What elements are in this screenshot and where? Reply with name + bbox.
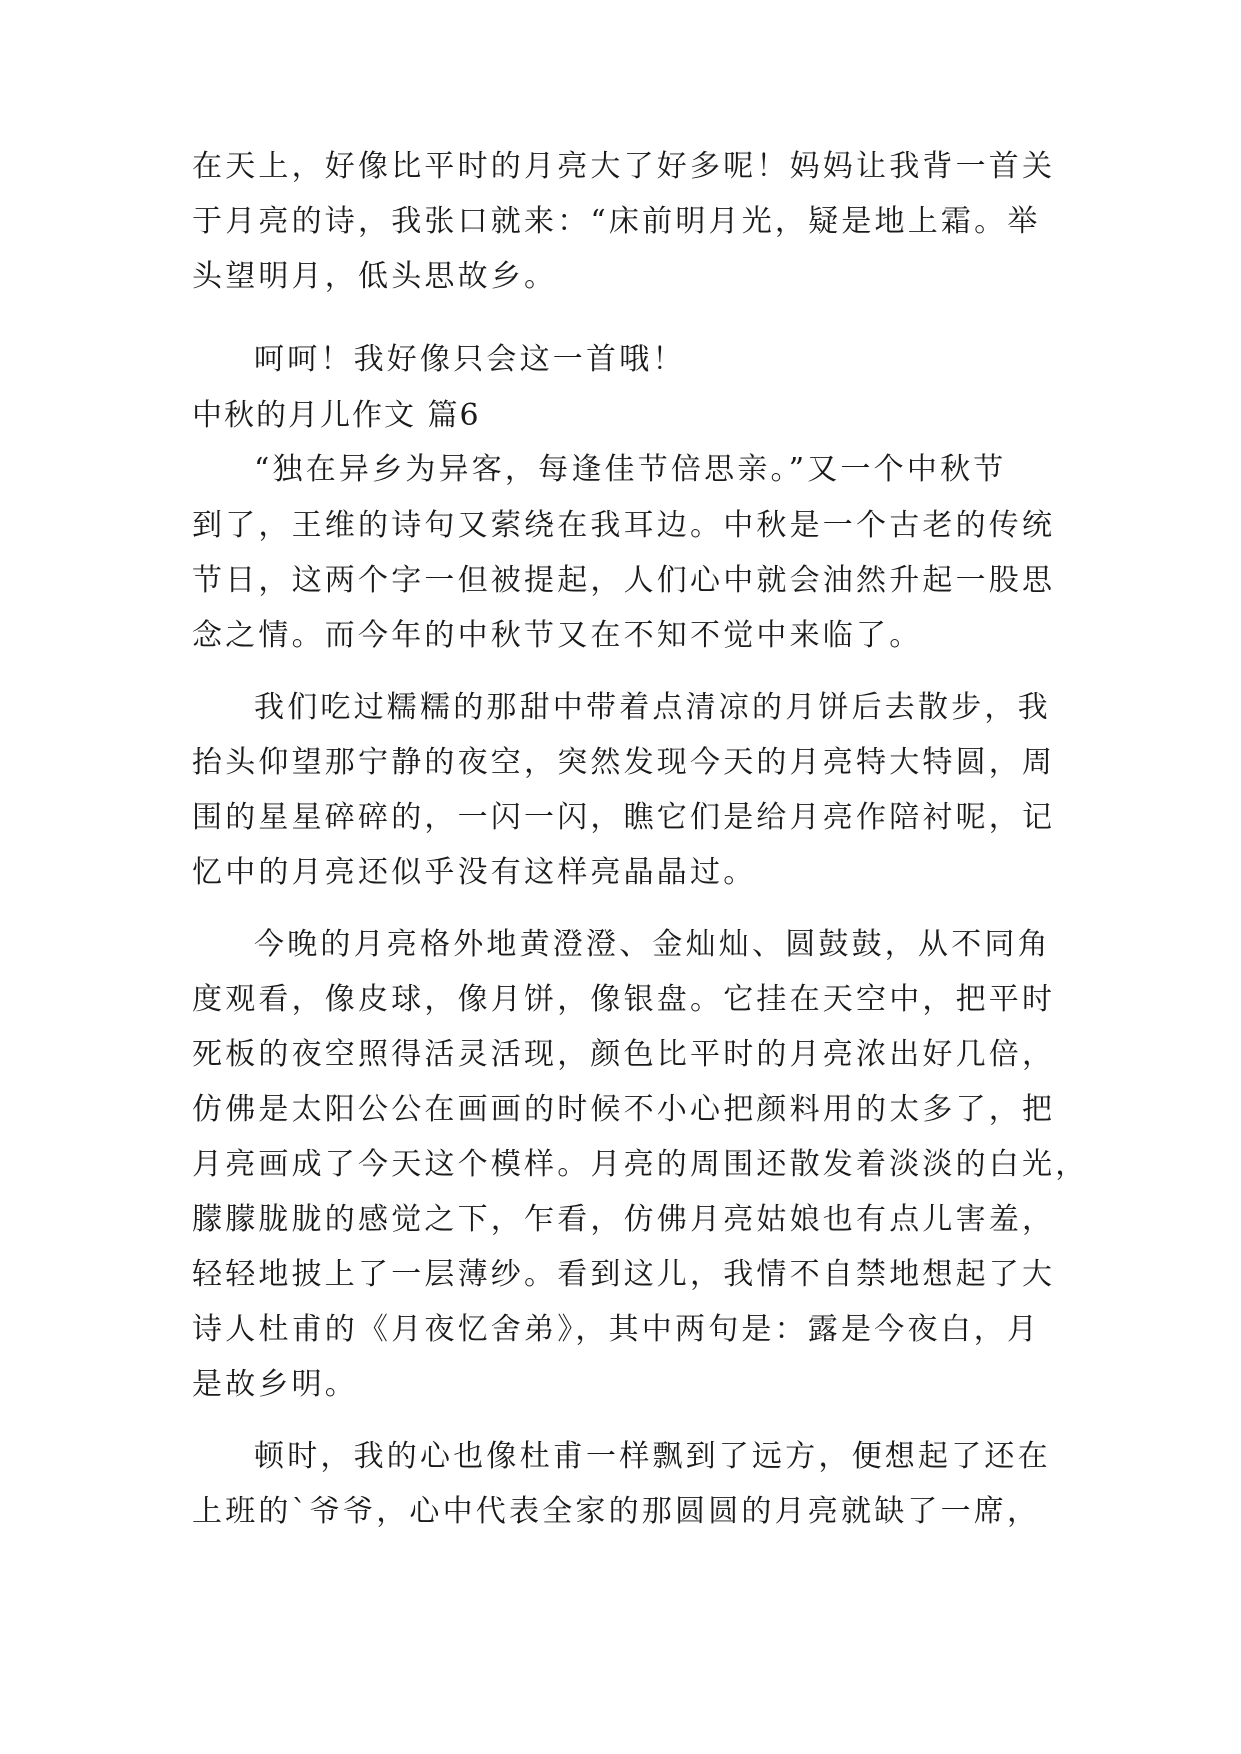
text-line: 度观看，像皮球，像月饼，像银盘。它挂在天空中，把平时 [192, 982, 1056, 1017]
paragraph-line: 呵呵！我好像只会这一首哦！ [254, 342, 686, 377]
text-line: 头望明月，低头思故乡。 [192, 259, 558, 294]
paragraph-line: “独在异乡为异客，每逢佳节倍思亲。”又一个中秋节 [254, 452, 1007, 487]
text-line: 仿佛是太阳公公在画画的时候不小心把颜料用的太多了，把 [192, 1092, 1056, 1127]
text-line: 上班的`爷爷，心中代表全家的那圆圆的月亮就缺了一席， [192, 1494, 1041, 1529]
text-line: 围的星星碎碎的，一闪一闪，瞧它们是给月亮作陪衬呢，记 [192, 800, 1056, 835]
text-line: 到了，王维的诗句又萦绕在我耳边。中秋是一个古老的传统 [192, 508, 1056, 543]
text-line: 是故乡明。 [192, 1367, 358, 1402]
text-line: 节日，这两个字一但被提起，人们心中就会油然升起一股思 [192, 563, 1056, 598]
text-line: 于月亮的诗，我张口就来：“床前明月光，疑是地上霜。举 [192, 204, 1041, 239]
text-line: 轻轻地披上了一层薄纱。看到这儿，我情不自禁地想起了大 [192, 1257, 1056, 1292]
section-title: 中秋的月儿作文 篇6 [192, 398, 481, 433]
paragraph-line: 顿时，我的心也像杜甫一样飘到了远方，便想起了还在 [254, 1439, 1051, 1474]
text-line: 死板的夜空照得活灵活现，颜色比平时的月亮浓出好几倍， [192, 1037, 1056, 1072]
text-line: 抬头仰望那宁静的夜空，突然发现今天的月亮特大特圆，周 [192, 745, 1056, 780]
paragraph-line: 我们吃过糯糯的那甜中带着点清凉的月饼后去散步，我 [254, 690, 1051, 725]
text-line: 忆中的月亮还似乎没有这样亮晶晶过。 [192, 855, 757, 890]
text-line: 月亮画成了今天这个模样。月亮的周围还散发着淡淡的白光， [192, 1147, 1089, 1182]
paragraph-line: 今晚的月亮格外地黄澄澄、金灿灿、圆鼓鼓，从不同角 [254, 927, 1051, 962]
text-line: 在天上，好像比平时的月亮大了好多呢！妈妈让我背一首关 [192, 149, 1056, 184]
text-line: 念之情。而今年的中秋节又在不知不觉中来临了。 [192, 618, 923, 653]
text-line: 朦朦胧胧的感觉之下，乍看，仿佛月亮姑娘也有点儿害羞， [192, 1202, 1056, 1237]
text-line: 诗人杜甫的《月夜忆舍弟》，其中两句是：露是今夜白，月 [192, 1312, 1041, 1347]
